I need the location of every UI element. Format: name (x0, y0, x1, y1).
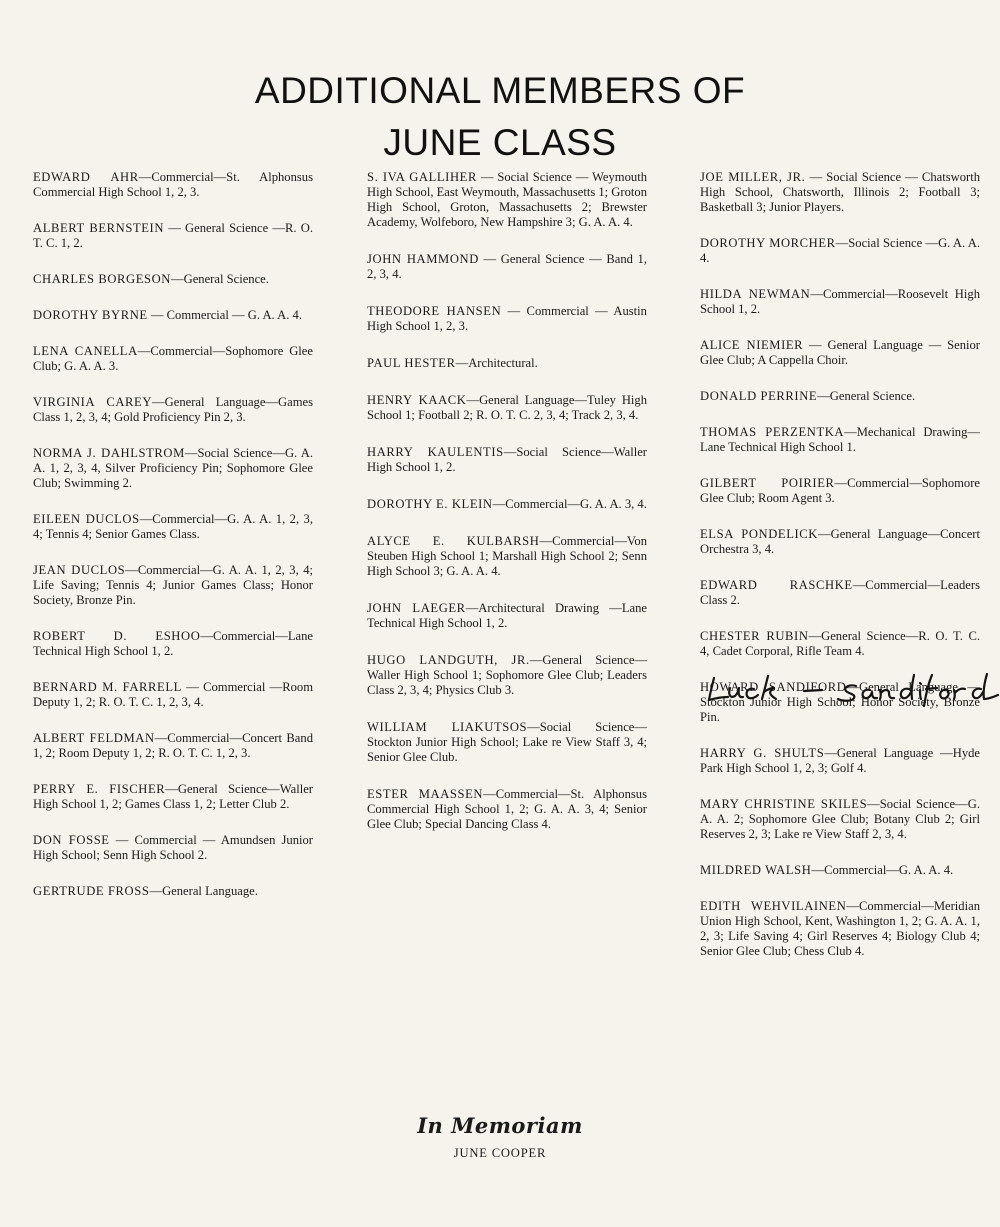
in-memoriam-title: In Memoriam (417, 1113, 583, 1138)
member-name: THEODORE HANSEN (367, 304, 502, 318)
member-details: —Architectural. (455, 356, 538, 370)
member-entry (367, 252, 647, 282)
member-entry (33, 344, 313, 374)
member-column-3 (700, 170, 980, 959)
member-details: — Commercial —Room Deputy 1, 2; R. O. T. C. 1, 2, 3, 4. (33, 680, 314, 709)
member-details: —Commercial—Sophomore Glee Club; G. A. A. 3. (33, 344, 313, 373)
member-entry (33, 629, 313, 659)
member-name: LENA CANELLA (33, 344, 138, 358)
member-details: —General Science—Waller High School 1; Sophomore Glee Club; Leaders Class 2, 3, 4; Physics Club 3. (367, 653, 647, 697)
member-entry (33, 833, 313, 863)
member-entry (700, 899, 980, 959)
member-details: — General Language — Senior Glee Club; A Cappella Choir. (700, 338, 980, 367)
member-details: — Social Science — Weymouth High School, East Weymouth, Massachusetts 1; Groton High School, Groton, Massachusetts 2; Brewster Academy, Wolfeboro, New Hampshire 3; G. A. A. 4. (367, 170, 647, 229)
member-details: — Social Science — Chatsworth High School, Chatsworth, Illinois 2; Football 3; Basketball 3; Junior Players. (700, 170, 981, 214)
member-entry (367, 304, 647, 334)
member-entry (33, 221, 313, 251)
member-name: HARRY KAULENTIS (367, 445, 504, 459)
member-details: —Social Science —G. A. A. 4. (700, 236, 980, 265)
member-name: MILDRED WALSH (700, 863, 812, 877)
member-details: —Mechanical Drawing—Lane Technical High School 1. (700, 425, 980, 454)
page-title-line-2: JUNE CLASS (383, 121, 617, 163)
member-details: —Commercial—G. A. A. 4. (811, 863, 954, 877)
member-entry (33, 272, 313, 287)
member-details: —Social Science—G. A. A. 1, 2, 3, 4, Silver Proficiency Pin; Sophomore Glee Club; Swimming 2. (33, 446, 313, 490)
member-entry (367, 356, 647, 371)
member-details: —Commercial—Sophomore Glee Club; Room Agent 3. (700, 476, 980, 505)
member-details: —Commercial—Leaders Class 2. (700, 578, 980, 607)
member-name: PERRY E. FISCHER (33, 782, 166, 796)
member-entry (33, 782, 313, 812)
member-entry (700, 797, 980, 842)
member-name: PAUL HESTER (367, 356, 456, 370)
member-name: MARY CHRISTINE SKILES (700, 797, 868, 811)
member-name: EDWARD RASCHKE (700, 578, 853, 592)
member-name: ELSA PONDELICK (700, 527, 818, 541)
member-entry (367, 653, 647, 698)
member-details: — Commercial — Amundsen Junior High School; Senn High School 2. (33, 833, 313, 862)
member-name: HENRY KAACK (367, 393, 467, 407)
member-name: GILBERT POIRIER (700, 476, 835, 490)
member-details: —General Language—Tuley High School 1; Football 2; R. O. T. C. 2, 3, 4; Track 2, 3, 4. (367, 393, 648, 422)
member-entry (367, 534, 647, 579)
member-details: —Social Science—Stockton Junior High School; Lake re View Staff 3, 4; Senior Glee Club. (367, 720, 647, 764)
member-entry (33, 308, 313, 323)
member-entry (367, 445, 647, 475)
member-entry (367, 393, 647, 423)
member-details: —General Language. (149, 884, 258, 898)
member-entry (700, 425, 980, 455)
member-name: CHESTER RUBIN (700, 629, 809, 643)
member-entry (700, 338, 980, 368)
member-name: DOROTHY BYRNE (33, 308, 148, 322)
member-entry (33, 680, 313, 710)
member-entry (33, 446, 313, 491)
member-entry (700, 287, 980, 317)
member-name: DOROTHY E. KLEIN (367, 497, 493, 511)
member-name: NORMA J. DAHLSTROM (33, 446, 185, 460)
member-entry (700, 527, 980, 557)
member-name: EILEEN DUCLOS (33, 512, 140, 526)
member-entry (33, 512, 313, 542)
member-details: —Commercial—Meridian Union High School, Kent, Washington 1, 2; G. A. A. 1, 2, 3; Life Saving 4; Girl Reserves 4; Biology Club 4; Senior Glee Club; Chess Club 4. (700, 899, 980, 958)
member-details: — General Science — Band 1, 2, 3, 4. (367, 252, 647, 281)
member-entry (33, 884, 313, 899)
member-details: —Commercial—Von Steuben High School 1; Marshall High School 2; Senn High School 3; G. A. A. 4. (367, 534, 647, 578)
member-name: HOWARD SANDIFORD (700, 680, 847, 694)
page-title-line-1: ADDITIONAL MEMBERS OF (254, 69, 746, 111)
member-name: ALBERT BERNSTEIN (33, 221, 165, 235)
member-name: JOE MILLER, JR. (700, 170, 806, 184)
member-details: —Commercial—St. Alphonsus Commercial High School 1, 2; G. A. A. 3, 4; Senior Glee Club; Special Dancing Class 4. (367, 787, 647, 831)
member-entry (700, 578, 980, 608)
member-entry (33, 170, 313, 200)
member-details: —Commercial—G. A. A. 1, 2, 3, 4; Life Saving; Tennis 4; Junior Games Class; Honor Society, Bronze Pin. (33, 563, 313, 607)
member-details: —General Science—Waller High School 1, 2; Games Class 1, 2; Letter Club 2. (33, 782, 313, 811)
in-memoriam-name: JUNE COOPER (453, 1146, 547, 1160)
member-details: —Architectural Drawing —Lane Technical High School 1, 2. (367, 601, 647, 630)
member-entry (700, 236, 980, 266)
member-name: ROBERT D. ESHOO (33, 629, 201, 643)
member-details: —General Language—Games Class 1, 2, 3, 4; Gold Proficiency Pin 2, 3. (33, 395, 313, 424)
page-title (0, 65, 1000, 169)
member-entry (367, 720, 647, 765)
member-details: —Commercial—Lane Technical High School 1, 2. (33, 629, 313, 658)
member-entry (367, 497, 647, 512)
member-details: —Commercial—St. Alphonsus Commercial High School 1, 2, 3. (33, 170, 313, 199)
member-name: S. IVA GALLIHER (367, 170, 477, 184)
member-entry (367, 787, 647, 832)
member-details: —Social Science—Waller High School 1, 2. (367, 445, 647, 474)
member-name: EDITH WEHVILAINEN (700, 899, 847, 913)
member-entry (367, 601, 647, 631)
member-details: —Commercial—Roosevelt High School 1, 2. (700, 287, 980, 316)
member-details: —Commercial—G. A. A. 1, 2, 3, 4; Tennis 4; Senior Games Class. (33, 512, 314, 541)
member-name: JOHN HAMMOND (367, 252, 479, 266)
member-column-2 (367, 170, 647, 832)
member-details: —Commercial—G. A. A. 3, 4. (492, 497, 647, 511)
member-entry (700, 629, 980, 659)
member-details: —Social Science—G. A. A. 2; Sophomore Glee Club; Botany Club 2; Girl Reserves 2, 3; Lake re View Staff 2, 3, 4. (700, 797, 980, 841)
member-name: ALBERT FELDMAN (33, 731, 155, 745)
member-name: HARRY G. SHULTS (700, 746, 825, 760)
member-entry (700, 476, 980, 506)
member-entry (367, 170, 647, 230)
member-name: HUGO LANDGUTH, JR. (367, 653, 530, 667)
member-details: — Commercial — Austin High School 1, 2, 3. (367, 304, 647, 333)
member-entry (700, 680, 980, 725)
member-entry (700, 746, 980, 776)
member-name: CHARLES BORGESON (33, 272, 172, 286)
member-details: —General Language — Stockton Junior High School; Honor Society, Bronze Pin. (700, 680, 980, 724)
member-entry (700, 389, 980, 404)
member-name: DONALD PERRINE (700, 389, 818, 403)
member-name: JEAN DUCLOS (33, 563, 126, 577)
member-details: —General Language—Concert Orchestra 3, 4. (700, 527, 980, 556)
member-details: —General Science. (171, 272, 269, 286)
member-name: WILLIAM LIAKUTSOS (367, 720, 528, 734)
member-details: —General Science—R. O. T. C. 4, Cadet Corporal, Rifle Team 4. (700, 629, 981, 658)
member-name: HILDA NEWMAN (700, 287, 811, 301)
member-details: — General Science —R. O. T. C. 1, 2. (33, 221, 313, 250)
member-name: DON FOSSE (33, 833, 110, 847)
member-details: — Commercial — G. A. A. 4. (147, 308, 302, 322)
member-name: DOROTHY MORCHER (700, 236, 836, 250)
member-entry (700, 170, 980, 215)
member-name: JOHN LAEGER (367, 601, 466, 615)
member-column-1 (33, 170, 313, 899)
member-name: BERNARD M. FARRELL (33, 680, 182, 694)
member-name: ESTER MAASSEN (367, 787, 484, 801)
member-name: GERTRUDE FROSS (33, 884, 150, 898)
member-details: —Commercial—Concert Band 1, 2; Room Deputy 1, 2; R. O. T. C. 1, 2, 3. (33, 731, 313, 760)
in-memoriam-section (0, 1112, 1000, 1162)
member-name: EDWARD AHR (33, 170, 139, 184)
member-name: ALICE NIEMIER (700, 338, 804, 352)
member-entry (33, 563, 313, 608)
member-entry (33, 731, 313, 761)
member-name: ALYCE E. KULBARSH (367, 534, 540, 548)
member-details: —General Language —Hyde Park High School 1, 2, 3; Golf 4. (700, 746, 980, 775)
member-name: THOMAS PERZENTKA (700, 425, 845, 439)
member-entry (33, 395, 313, 425)
member-name: VIRGINIA CAREY (33, 395, 153, 409)
member-details: —General Science. (817, 389, 916, 403)
member-entry (700, 863, 980, 878)
